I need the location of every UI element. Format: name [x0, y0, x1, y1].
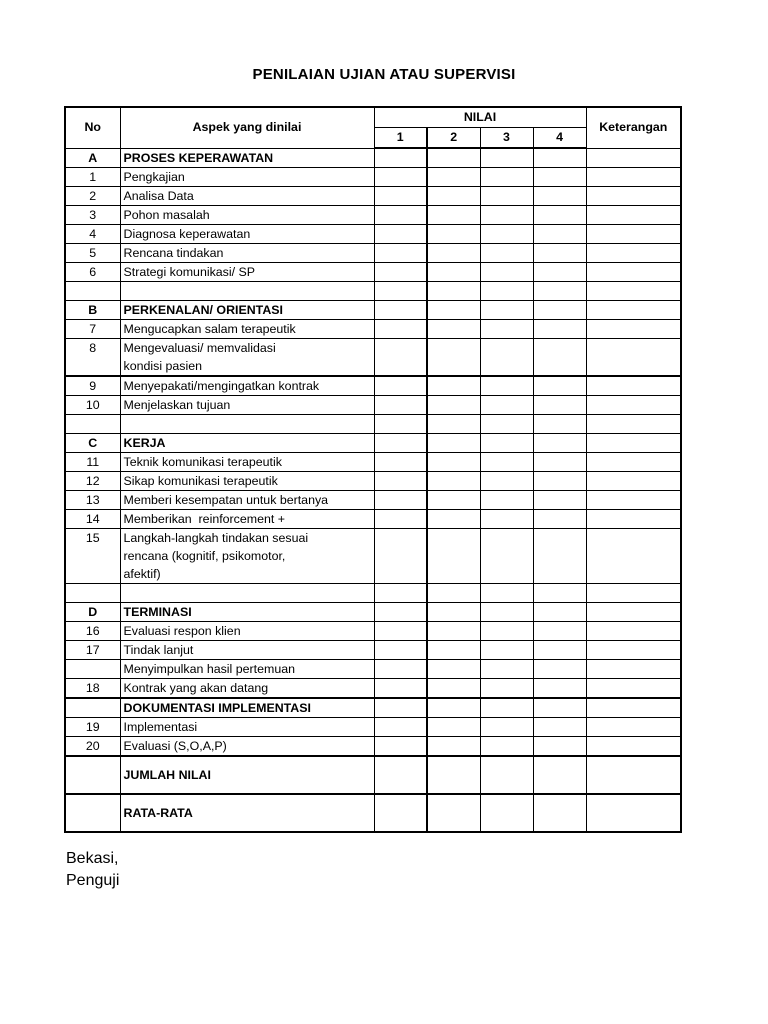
score-cell[interactable] [480, 510, 533, 529]
score-cell[interactable] [374, 396, 427, 415]
score-cell[interactable] [533, 679, 586, 699]
score-cell[interactable] [374, 679, 427, 699]
score-cell[interactable] [374, 660, 427, 679]
score-cell[interactable] [374, 376, 427, 396]
row-label: Pohon masalah [120, 206, 374, 225]
score-cell[interactable] [480, 206, 533, 225]
row-label: Rencana tindakan [120, 244, 374, 263]
keterangan-cell[interactable] [586, 794, 681, 832]
score-cell[interactable] [533, 263, 586, 282]
score-cell[interactable] [480, 415, 533, 434]
row-no: 10 [65, 396, 120, 415]
score-cell[interactable] [480, 584, 533, 603]
row-label: Menyimpulkan hasil pertemuan [120, 660, 374, 679]
score-cell[interactable] [480, 244, 533, 263]
score-cell[interactable] [374, 225, 427, 244]
row-label: Sikap komunikasi terapeutik [120, 472, 374, 491]
score-cell[interactable] [427, 737, 480, 757]
score-cell[interactable] [533, 622, 586, 641]
row-no [65, 660, 120, 679]
section-label: PROSES KEPERAWATAN [120, 148, 374, 168]
score-cell[interactable] [427, 641, 480, 660]
row-no: 15 [65, 529, 120, 584]
section-label: DOKUMENTASI IMPLEMENTASI [120, 698, 374, 718]
section-code: D [65, 603, 120, 622]
signature-place: Bekasi, [66, 850, 119, 867]
score-cell[interactable] [427, 622, 480, 641]
table-row [65, 472, 681, 491]
keterangan-cell[interactable] [586, 415, 681, 434]
table-row [65, 660, 681, 679]
empty-cell [65, 756, 120, 794]
score-cell[interactable] [427, 529, 480, 584]
row-label: Diagnosa keperawatan [120, 225, 374, 244]
score-cell[interactable] [533, 415, 586, 434]
table-row [65, 376, 681, 396]
total-label: RATA-RATA [120, 794, 374, 832]
row-label: Evaluasi (S,O,A,P) [120, 737, 374, 757]
score-cell[interactable] [427, 320, 480, 339]
section-label: TERMINASI [120, 603, 374, 622]
header-score-4: 4 [533, 128, 586, 149]
score-cell[interactable] [374, 529, 427, 584]
section-code: C [65, 434, 120, 453]
score-cell[interactable] [374, 603, 427, 622]
score-cell[interactable] [374, 168, 427, 187]
keterangan-cell[interactable] [586, 301, 681, 320]
keterangan-cell[interactable] [586, 339, 681, 377]
row-no: 9 [65, 376, 120, 396]
score-cell[interactable] [427, 187, 480, 206]
score-cell[interactable] [533, 698, 586, 718]
score-cell[interactable] [427, 301, 480, 320]
row-no: 18 [65, 679, 120, 699]
row-label: Implementasi [120, 718, 374, 737]
score-cell[interactable] [533, 737, 586, 757]
section-row-a [65, 148, 681, 168]
keterangan-cell[interactable] [586, 244, 681, 263]
keterangan-cell[interactable] [586, 603, 681, 622]
row-label: Teknik komunikasi terapeutik [120, 453, 374, 472]
score-cell[interactable] [533, 168, 586, 187]
score-cell[interactable] [427, 415, 480, 434]
keterangan-cell[interactable] [586, 737, 681, 757]
score-cell[interactable] [480, 698, 533, 718]
score-cell[interactable] [427, 584, 480, 603]
score-cell[interactable] [480, 301, 533, 320]
keterangan-cell[interactable] [586, 510, 681, 529]
score-cell[interactable] [374, 282, 427, 301]
keterangan-cell[interactable] [586, 718, 681, 737]
row-no: 12 [65, 472, 120, 491]
empty-cell [65, 698, 120, 718]
score-cell[interactable] [374, 491, 427, 510]
score-cell[interactable] [533, 529, 586, 584]
score-cell[interactable] [533, 718, 586, 737]
empty-cell [120, 415, 374, 434]
row-label-line: Langkah-langkah tindakan sesuai [123, 531, 309, 545]
table-row [65, 453, 681, 472]
score-cell[interactable] [480, 320, 533, 339]
keterangan-cell[interactable] [586, 698, 681, 718]
section-row-d [65, 603, 681, 622]
score-cell[interactable] [427, 148, 480, 168]
keterangan-cell[interactable] [586, 756, 681, 794]
score-cell[interactable] [533, 453, 586, 472]
header-keterangan: Keterangan [586, 107, 681, 148]
score-cell[interactable] [374, 756, 427, 794]
keterangan-cell[interactable] [586, 622, 681, 641]
row-label: Mengucapkan salam terapeutik [120, 320, 374, 339]
section-label: PERKENALAN/ ORIENTASI [120, 301, 374, 320]
row-label: Kontrak yang akan datang [120, 679, 374, 699]
row-label: Strategi komunikasi/ SP [120, 263, 374, 282]
score-cell[interactable] [480, 148, 533, 168]
row-label: Evaluasi respon klien [120, 622, 374, 641]
row-label: Memberi kesempatan untuk bertanya [120, 491, 374, 510]
score-cell[interactable] [533, 148, 586, 168]
score-cell[interactable] [374, 622, 427, 641]
score-cell[interactable] [427, 453, 480, 472]
score-cell[interactable] [374, 148, 427, 168]
signature-role: Penguji [66, 872, 120, 889]
total-row-rata [65, 794, 681, 832]
keterangan-cell[interactable] [586, 641, 681, 660]
spacer-row [65, 584, 681, 603]
table-row [65, 679, 681, 699]
score-cell[interactable] [374, 415, 427, 434]
table-row [65, 320, 681, 339]
score-cell[interactable] [533, 641, 586, 660]
keterangan-cell[interactable] [586, 679, 681, 699]
score-cell[interactable] [480, 794, 533, 832]
row-label: Pengkajian [120, 168, 374, 187]
score-cell[interactable] [427, 794, 480, 832]
score-cell[interactable] [480, 453, 533, 472]
score-cell[interactable] [427, 339, 480, 377]
row-label: Memberikan reinforcement + [120, 510, 374, 529]
row-no: 16 [65, 622, 120, 641]
header-nilai: NILAI [374, 107, 586, 128]
header-no: No [65, 107, 120, 148]
score-cell[interactable] [480, 187, 533, 206]
header-score-3: 3 [480, 128, 533, 149]
score-cell[interactable] [427, 698, 480, 718]
table-row [65, 339, 681, 377]
empty-cell [120, 584, 374, 603]
score-cell[interactable] [374, 737, 427, 757]
score-cell[interactable] [374, 584, 427, 603]
row-no: 2 [65, 187, 120, 206]
spacer-row [65, 282, 681, 301]
score-cell[interactable] [480, 396, 533, 415]
score-cell[interactable] [480, 434, 533, 453]
score-cell[interactable] [480, 622, 533, 641]
score-cell[interactable] [427, 491, 480, 510]
score-cell[interactable] [427, 206, 480, 225]
score-cell[interactable] [533, 244, 586, 263]
header-score-2: 2 [427, 128, 480, 149]
score-cell[interactable] [427, 282, 480, 301]
row-no: 1 [65, 168, 120, 187]
empty-cell [65, 584, 120, 603]
score-cell[interactable] [480, 737, 533, 757]
spacer-row [65, 415, 681, 434]
row-label: Tindak lanjut [120, 641, 374, 660]
keterangan-cell[interactable] [586, 187, 681, 206]
table-row [65, 491, 681, 510]
score-cell[interactable] [427, 263, 480, 282]
row-no: 13 [65, 491, 120, 510]
total-label: JUMLAH NILAI [120, 756, 374, 794]
score-cell[interactable] [374, 263, 427, 282]
header-aspek: Aspek yang dinilai [120, 107, 374, 148]
score-cell[interactable] [533, 603, 586, 622]
score-cell[interactable] [374, 698, 427, 718]
score-cell[interactable] [480, 472, 533, 491]
score-cell[interactable] [533, 225, 586, 244]
row-no: 4 [65, 225, 120, 244]
score-cell[interactable] [374, 244, 427, 263]
section-row-b [65, 301, 681, 320]
table-row [65, 641, 681, 660]
row-label: Menyepakati/mengingatkan kontrak [120, 376, 374, 396]
table-row [65, 529, 681, 584]
score-cell[interactable] [427, 434, 480, 453]
score-cell[interactable] [374, 339, 427, 377]
table-row [65, 187, 681, 206]
keterangan-cell[interactable] [586, 263, 681, 282]
score-cell[interactable] [480, 529, 533, 584]
row-no: 6 [65, 263, 120, 282]
score-cell[interactable] [480, 660, 533, 679]
header-row-1 [65, 107, 681, 128]
score-cell[interactable] [427, 376, 480, 396]
section-code: B [65, 301, 120, 320]
score-cell[interactable] [374, 794, 427, 832]
table-row [65, 244, 681, 263]
header-score-1: 1 [374, 128, 427, 149]
section-row-dokumentasi [65, 698, 681, 718]
row-label-line: afektif) [123, 567, 161, 581]
score-cell[interactable] [480, 225, 533, 244]
score-cell[interactable] [427, 510, 480, 529]
score-cell[interactable] [480, 679, 533, 699]
row-label-line: kondisi pasien [123, 359, 203, 373]
score-cell[interactable] [533, 301, 586, 320]
section-code: A [65, 148, 120, 168]
score-cell[interactable] [427, 396, 480, 415]
table-row [65, 737, 681, 757]
row-no: 7 [65, 320, 120, 339]
score-cell[interactable] [374, 187, 427, 206]
score-cell[interactable] [533, 756, 586, 794]
score-cell[interactable] [533, 282, 586, 301]
table-row [65, 396, 681, 415]
score-cell[interactable] [427, 472, 480, 491]
score-cell[interactable] [533, 376, 586, 396]
row-label-line: rencana (kognitif, psikomotor, [123, 549, 286, 563]
score-cell[interactable] [533, 187, 586, 206]
score-cell[interactable] [427, 225, 480, 244]
score-cell[interactable] [427, 244, 480, 263]
row-no: 3 [65, 206, 120, 225]
score-cell[interactable] [480, 282, 533, 301]
keterangan-cell[interactable] [586, 472, 681, 491]
empty-cell [65, 794, 120, 832]
score-cell[interactable] [480, 641, 533, 660]
section-label: KERJA [120, 434, 374, 453]
score-cell[interactable] [480, 756, 533, 794]
empty-cell [120, 282, 374, 301]
row-label-line: Mengevaluasi/ memvalidasi [123, 341, 276, 355]
score-cell[interactable] [427, 660, 480, 679]
keterangan-cell[interactable] [586, 396, 681, 415]
keterangan-cell[interactable] [586, 206, 681, 225]
score-cell[interactable] [480, 603, 533, 622]
score-cell[interactable] [374, 206, 427, 225]
score-cell[interactable] [480, 339, 533, 377]
keterangan-cell[interactable] [586, 434, 681, 453]
score-cell[interactable] [374, 510, 427, 529]
score-cell[interactable] [533, 206, 586, 225]
score-cell[interactable] [374, 453, 427, 472]
table-row [65, 622, 681, 641]
score-cell[interactable] [427, 168, 480, 187]
table-row [65, 225, 681, 244]
score-cell[interactable] [533, 320, 586, 339]
total-row-jumlah [65, 756, 681, 794]
score-cell[interactable] [480, 376, 533, 396]
score-cell[interactable] [480, 491, 533, 510]
score-cell[interactable] [427, 756, 480, 794]
empty-cell [65, 282, 120, 301]
score-cell[interactable] [374, 320, 427, 339]
page-title: PENILAIAN UJIAN ATAU SUPERVISI [252, 66, 516, 83]
keterangan-cell[interactable] [586, 491, 681, 510]
score-cell[interactable] [374, 472, 427, 491]
score-cell[interactable] [480, 263, 533, 282]
score-cell[interactable] [374, 718, 427, 737]
score-cell[interactable] [533, 660, 586, 679]
row-no: 17 [65, 641, 120, 660]
table-row [65, 718, 681, 737]
keterangan-cell[interactable] [586, 225, 681, 244]
section-row-c [65, 434, 681, 453]
score-cell[interactable] [533, 339, 586, 377]
keterangan-cell[interactable] [586, 529, 681, 584]
score-cell[interactable] [480, 718, 533, 737]
score-cell[interactable] [533, 434, 586, 453]
row-label [120, 339, 374, 377]
score-cell[interactable] [533, 794, 586, 832]
row-label: Analisa Data [120, 187, 374, 206]
table-row [65, 510, 681, 529]
keterangan-cell[interactable] [586, 282, 681, 301]
row-no: 20 [65, 737, 120, 757]
row-label: Menjelaskan tujuan [120, 396, 374, 415]
keterangan-cell[interactable] [586, 584, 681, 603]
keterangan-cell[interactable] [586, 376, 681, 396]
row-label [120, 529, 374, 584]
table-row [65, 263, 681, 282]
score-cell[interactable] [427, 603, 480, 622]
score-cell[interactable] [374, 641, 427, 660]
table-row [65, 206, 681, 225]
score-cell[interactable] [533, 396, 586, 415]
keterangan-cell[interactable] [586, 320, 681, 339]
keterangan-cell[interactable] [586, 660, 681, 679]
row-no: 8 [65, 339, 120, 377]
score-cell[interactable] [533, 584, 586, 603]
score-cell[interactable] [374, 434, 427, 453]
keterangan-cell[interactable] [586, 168, 681, 187]
score-cell[interactable] [374, 301, 427, 320]
assessment-table [64, 106, 682, 833]
row-no: 11 [65, 453, 120, 472]
keterangan-cell[interactable] [586, 148, 681, 168]
row-no: 5 [65, 244, 120, 263]
score-cell[interactable] [533, 472, 586, 491]
keterangan-cell[interactable] [586, 453, 681, 472]
score-cell[interactable] [480, 168, 533, 187]
row-no: 14 [65, 510, 120, 529]
table-row [65, 168, 681, 187]
score-cell[interactable] [533, 510, 586, 529]
empty-cell [65, 415, 120, 434]
score-cell[interactable] [533, 491, 586, 510]
score-cell[interactable] [427, 718, 480, 737]
row-no: 19 [65, 718, 120, 737]
score-cell[interactable] [427, 679, 480, 699]
